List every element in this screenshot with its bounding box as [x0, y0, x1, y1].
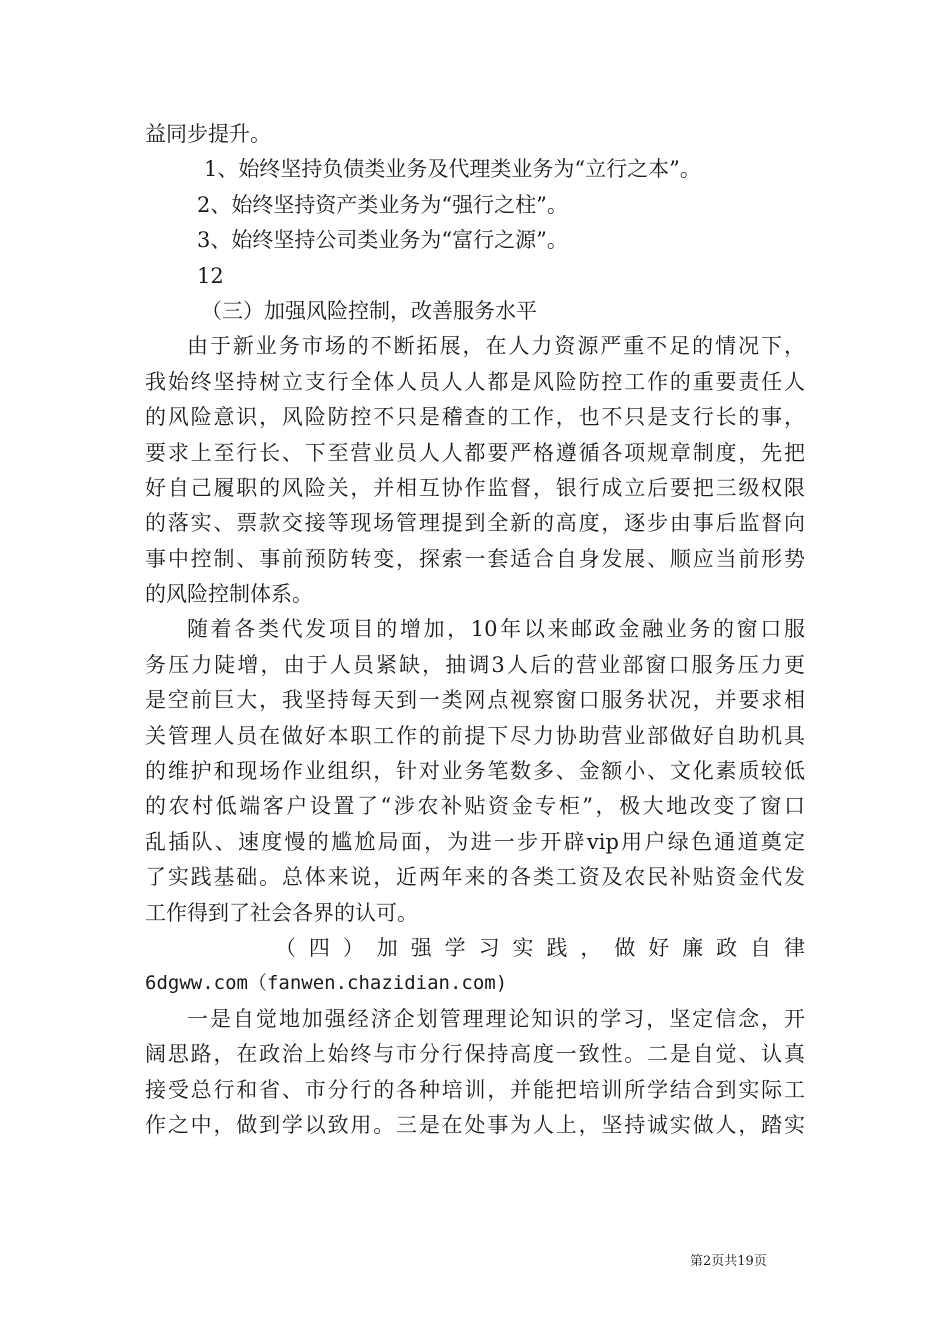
paragraph-line: 接受总行和省、市分行的各种培训，并能把培训所学结合到实际工 [145, 1077, 805, 1102]
source-url-line: 6dgww.com（fanwen.chazidian.com) [145, 972, 508, 995]
paragraph-line: 是空前巨大，我坚持每天到一类网点视察窗口服务状况，并要求相 [145, 688, 805, 713]
paragraph-line: 一是自觉地加强经济企划管理理论知识的学习，坚定信念，开 [187, 1006, 805, 1031]
paragraph-line: 的维护和现场作业组织，针对业务笔数多、金额小、文化素质较低 [145, 759, 805, 784]
paragraph-line: 事中控制、事前预防转变，探索一套适合自身发展、顺应当前形势 [145, 546, 805, 571]
text-line: 12 [197, 263, 224, 288]
paragraph-line: 好自己履职的风险关，并相互协作监督，银行成立后要把三级权限 [145, 475, 805, 500]
paragraph-line: 乱插队、速度慢的尴尬局面，为进一步开辟vip用户绿色通道奠定 [145, 829, 805, 854]
section-heading-3: （三）加强风险控制，改善服务水平 [201, 298, 537, 323]
list-item-2: 2、始终坚持资产类业务为“强行之柱”。 [197, 192, 568, 217]
section-heading-4: （四）加强学习实践，做好廉政自律 [275, 935, 805, 960]
text-line: 益同步提升。 [145, 122, 271, 146]
document-body [145, 117, 805, 1143]
list-item-3: 3、始终坚持公司类业务为“富行之源”。 [197, 228, 568, 253]
paragraph-line: 的农村低端客户设置了“涉农补贴资金专柜”，极大地改变了窗口 [145, 794, 805, 819]
paragraph-line: 关管理人员在做好本职工作的前提下尽力协助营业部做好自助机具 [145, 723, 805, 748]
paragraph-line: 的落实、票款交接等现场管理提到全新的高度，逐步由事后监督向 [145, 511, 805, 536]
paragraph-line: 的风险控制体系。 [145, 582, 313, 607]
paragraph-line: 务压力陡增，由于人员紧缺，抽调3人后的营业部窗口服务压力更 [145, 652, 805, 677]
paragraph-line: 作之中，做到学以致用。三是在处事为人上，坚持诚实做人，踏实 [145, 1112, 805, 1137]
paragraph-line: 的风险意识，风险防控不只是稽查的工作，也不只是支行长的事， [145, 405, 805, 430]
paragraph-line: 了实践基础。总体来说，近两年来的各类工资及农民补贴资金代发 [145, 865, 805, 890]
paragraph-line: 随着各类代发项目的增加，10年以来邮政金融业务的窗口服 [187, 617, 805, 642]
page-number-footer: 第2页共19页 [690, 1254, 767, 1269]
paragraph-line: 要求上至行长、下至营业员人人都要严格遵循各项规章制度，先把 [145, 440, 805, 465]
list-item-1: 1、始终坚持负债类业务及代理类业务为“立行之本”。 [204, 157, 701, 182]
paragraph-line: 我始终坚持树立支行全体人员人人都是风险防控工作的重要责任人 [145, 369, 805, 394]
paragraph-line: 由于新业务市场的不断拓展，在人力资源严重不足的情况下， [187, 334, 805, 359]
paragraph-line: 阔思路，在政治上始终与市分行保持高度一致性。二是自觉、认真 [145, 1042, 805, 1067]
paragraph-line: 工作得到了社会各界的认可。 [145, 900, 418, 925]
